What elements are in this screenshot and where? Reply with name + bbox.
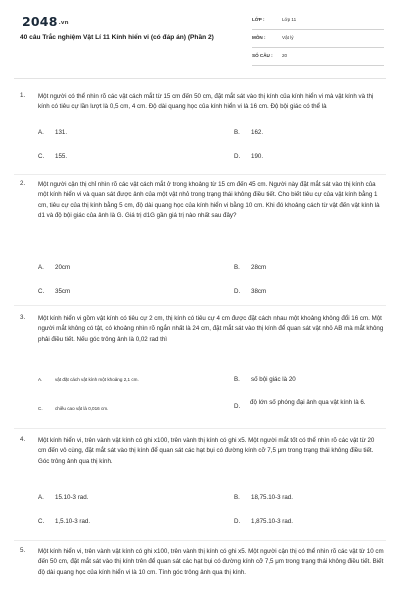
option-a[interactable]: [38, 377, 139, 382]
question-text: Một kính hiển vi, trên vành vật kính có ghi x100, trên vành thị kính có ghi x5. Một người mắt tốt có thể nhìn rõ các vật từ 20 cm đến vô cùng, đặt mắt sát vào thị kính để quan sát các hạt bụi có đường kính cỡ 7,5 μm trong trạng thái không điều tiết. Góc trông ảnh qua thị kính.: [38, 437, 375, 465]
meta-value: Vật lý: [282, 35, 294, 40]
option-text: 155.: [55, 153, 68, 160]
question-number: 3.: [20, 314, 26, 321]
option-text: 20cm: [55, 264, 71, 271]
option-text: 190.: [251, 153, 264, 160]
question-text: Một kính hiển vi, trên vành vật kính có ghi x100, trên vành thị kính có ghi x5. Một người cận thị có thể nhìn rõ các vật từ 10 cm đến 50 cm, đặt mắt sát vào thị kính trên để quan sát các hạt bụi có đường kính cỡ 7,5 μm trong trạng thái không điều tiết. Biết độ dài quang học của kính hiển vi là 10 cm. Tính góc trông ảnh qua thị kính.: [38, 548, 384, 576]
option-letter: D.: [234, 518, 241, 525]
option-b[interactable]: [234, 376, 296, 383]
option-a[interactable]: [38, 129, 67, 136]
meta-row-subject: [252, 32, 384, 48]
option-d[interactable]: [234, 518, 293, 525]
question-divider: [14, 174, 386, 175]
meta-row-count: [252, 50, 384, 66]
option-c[interactable]: [38, 518, 90, 525]
question-number: 1.: [20, 92, 26, 99]
option-text: 18,75.10-3 rad.: [251, 494, 293, 501]
option-c[interactable]: [38, 153, 67, 160]
option-c[interactable]: [38, 288, 70, 295]
option-text: số bội giác là 20: [251, 376, 296, 383]
site-logo[interactable]: [22, 14, 69, 29]
option-text: 28cm: [251, 264, 267, 271]
option-letter: A.: [38, 264, 44, 271]
option-letter: C.: [38, 406, 43, 411]
option-a[interactable]: [38, 494, 88, 501]
question-text: Một người cận thị chỉ nhìn rõ các vật cách mắt ở trong khoảng từ 15 cm đến 45 cm. Người này đặt mắt sát vào thị kính của một kính hiển vi và quan sát được ảnh của một vật nhỏ trong trạng thái không điều tiết. Cho biết tiêu cự của vật kính bằng 1 cm, tiêu cự của thị kính bằng 5 cm, độ dài quang học của kính hiển vi bằng 10 cm. Khi đó khoảng cách từ vật đến vật kính là d1 và độ bội giác của ảnh là G. Giá trị d1G gần giá trị nào nhất sau đây?: [38, 181, 380, 219]
option-d[interactable]: [234, 153, 263, 160]
question-divider: [14, 428, 386, 429]
option-letter: A.: [38, 129, 44, 136]
question-4: [20, 436, 388, 541]
question-number: 5.: [20, 547, 26, 554]
option-letter: D.: [234, 403, 241, 410]
meta-label: SỐ CÂU :: [252, 53, 273, 58]
meta-value: 20: [282, 53, 288, 58]
question-2: [20, 180, 388, 300]
question-number: 2.: [20, 180, 26, 187]
meta-label: LỚP :: [252, 17, 265, 22]
option-c[interactable]: [38, 406, 108, 411]
option-text: chiều cao vật là 0,016 cm.: [55, 406, 109, 411]
option-letter: B.: [234, 129, 240, 136]
option-text: 162.: [251, 129, 264, 136]
option-b[interactable]: [234, 264, 266, 271]
question-divider: [14, 540, 386, 541]
question-divider: [14, 305, 386, 306]
question-5: [20, 547, 388, 600]
option-text: độ lớn số phóng đại ảnh qua vật kính là 6.: [250, 399, 366, 406]
option-text: 1,875.10-3 rad.: [251, 518, 293, 525]
question-1: [20, 92, 388, 172]
logo-text: 2048: [22, 14, 58, 29]
meta-value: Lớp 11: [282, 17, 297, 22]
document-header: [0, 0, 400, 74]
option-letter: C.: [38, 288, 45, 295]
option-text: 1,5.10-3 rad.: [55, 518, 91, 525]
option-text: 35cm: [55, 288, 71, 295]
option-letter: B.: [234, 264, 240, 271]
option-text: 131.: [55, 129, 68, 136]
question-text: Một kính hiển vi gồm vật kính có tiêu cự 2 cm, thị kính có tiêu cự 4 cm được đặt cách nhau một khoảng không đổi 16 cm. Một người mắt không có tật, có khoảng nhìn rõ ngắn nhất là 24 cm, đặt mắt sát vào thị kính để quan sát vật nhỏ AB mà mắt không phải điều tiết. Nếu góc trông ảnh là 0,02 rad thì: [38, 315, 384, 343]
option-letter: B.: [234, 376, 240, 383]
meta-panel: [252, 14, 384, 68]
option-letter: A.: [38, 494, 44, 501]
option-letter: B.: [234, 494, 240, 501]
question-text: Một người có thể nhìn rõ các vật cách mắt từ 15 cm đến 50 cm, đặt mắt sát vào thị kính của kính hiển vi mà vật kính và thị kính có tiêu cự lần lượt là 0,5 cm, 4 cm. Độ dài quang học của kính hiển vi là 16 cm. Độ bội giác có thể là: [38, 93, 374, 111]
option-b[interactable]: [234, 494, 293, 501]
meta-row-class: [252, 14, 384, 30]
option-letter: D.: [234, 153, 241, 160]
option-d[interactable]: [234, 288, 266, 295]
page-title: 40 câu Trắc nghiệm Vật Lí 11 Kính hiển vi (có đáp án) (Phần 2): [20, 34, 214, 41]
header-divider: [14, 78, 386, 79]
meta-label: MÔN :: [252, 35, 266, 40]
logo-tld: .vn: [58, 19, 69, 26]
option-a[interactable]: [38, 264, 70, 271]
option-letter: C.: [38, 153, 45, 160]
option-letter: C.: [38, 518, 45, 525]
option-letter: D.: [234, 288, 241, 295]
option-text: 15.10-3 rad.: [55, 494, 89, 501]
option-b[interactable]: [234, 129, 263, 136]
question-number: 4.: [20, 436, 26, 443]
option-text: vật đặt cách vật kính một khoảng 2,1 cm.: [55, 377, 139, 382]
option-text: 38cm: [251, 288, 267, 295]
option-letter: A.: [38, 377, 43, 382]
question-3: [20, 314, 388, 424]
